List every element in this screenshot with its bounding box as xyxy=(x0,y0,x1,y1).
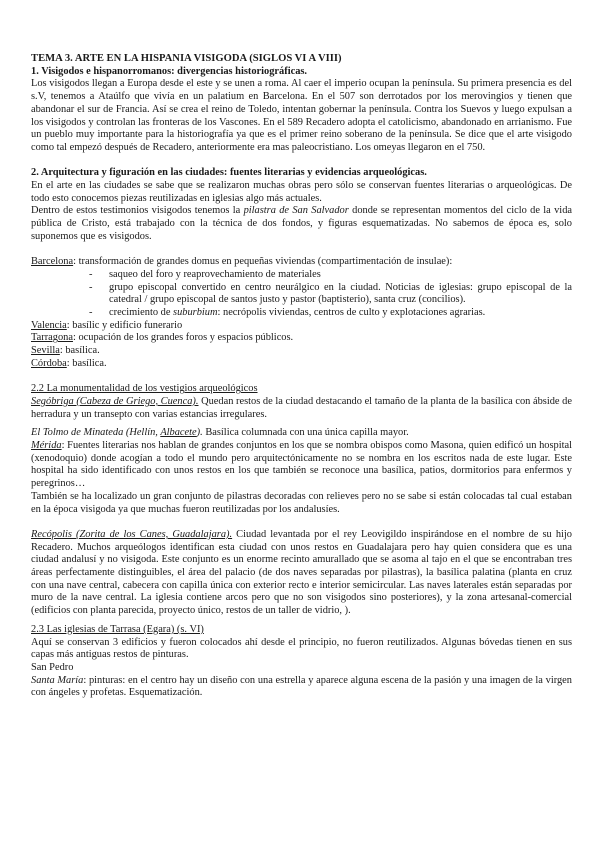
cordoba-entry: Córdoba: basílica. xyxy=(31,357,107,369)
barcelona-entry: Barcelona: transformación de grandes domus en pequeñas viviendas (compartimentación de insulae): xyxy=(31,256,453,268)
san-pedro-label: San Pedro xyxy=(31,661,74,673)
spacer xyxy=(31,516,572,529)
valencia-entry: Valencia: basílic y edificio funerario xyxy=(31,319,183,331)
section-2-paragraph-2: Dentro de estos testimonios visigodos tenemos la pilastra de San Salvador donde se representan momentos del ciclo de la vida pública de Cristo, está trabajado con la técnica de dos fondos, y figuras esquematizadas. No sabemos de época es, solo suponemos que es visigodos. xyxy=(31,205,572,242)
dash-marker: - xyxy=(89,268,93,280)
barcelona-list xyxy=(89,269,572,320)
list-item: - grupo episcopal convertido en centro neurálgico en la ciudad. Noticias de iglesias: grupo episcopal de la catedral / grupo episcopal de santos justo y pastor (baptisterio), santa cruz (concilios). xyxy=(89,281,572,306)
section-2-2-heading: 2.2 La monumentalidad de los vestigios arqueológicos xyxy=(31,383,258,395)
spacer xyxy=(31,244,572,257)
barcelona-label: Barcelona xyxy=(31,256,74,268)
pilastras-paragraph: También se ha localizado un gran conjunto de pilastras decoradas con relieves pero no se sabe si están colocadas tal cual estaban en la época visigoda ya que muchas fueron reutilizadas por los andalusíes. xyxy=(31,490,572,515)
spacer xyxy=(31,155,572,168)
section-2-3-paragraph: Aquí se conservan 3 edificios y fueron colocados ahí desde el principio, no fueron reutilizados. Algunas bóvedas tienen en sus capas más antiguas restos de pinturas. xyxy=(31,636,572,661)
list-item: - crecimiento de suburbium: necrópolis viviendas, centros de culto y explotaciones agrarias. xyxy=(89,307,486,319)
list-item: - saqueo del foro y reaprovechamiento de materiales xyxy=(89,268,321,280)
section-1-body: Los visigodos llegan a Europa desde el este y se unen a roma. Al caer el imperio ocupan la península. Su primera presencia es del s.V, tenemos a Ataúlfo que vivía en un palatium en Barcelona. En el 507 son derrotados por los merovingios y tienen que abandonar el sur de Francia. Así se crea el reino de Toledo, intentan gobernar la península. Contra los Suevos y luego expulsan a los visigodos y controlan las fronteras de los Vascones. En el 589 Recadero adopta el catolicismo, abandonado en arrianismo. Fue un pueblo muy importante para la historiografía ya que es el primer reino soberano de la península. Se dice que el arte visigodo como tal empezó después de Recadero, anteriormente era mas paleocristiano. Los omeyas llegaron en el 750. xyxy=(31,78,572,153)
merida-entry: Mérida: Fuentes literarias nos hablan de grandes conjuntos en los que se nombra obispos como Masona, quien edificó un hospital (xenodoquio) donde acogían a todo el mundo pero arquitectónicamente no se nombra en los escritos nada de este lugar. Este hospital ha sido identificado con unos restos en los que también se reconoce una basílica, patios, dormitorios para enfermos y peregrinos… xyxy=(31,440,572,490)
section-2-heading: 2. Arquitectura y figuración en las ciudades: fuentes literarias y evidencias arqueológicas. xyxy=(31,167,427,179)
tarragona-entry: Tarragona: ocupación de los grandes foros y espacios públicos. xyxy=(31,332,294,344)
section-1-heading: 1. Visigodos e hispanorromanos: divergencias historiográficas. xyxy=(31,65,308,77)
sevilla-entry: Sevilla: basílica. xyxy=(31,345,100,357)
document-title: TEMA 3. ARTE EN LA HISPANIA VISIGODA (SIGLOS VI A VIII) xyxy=(31,53,342,64)
pilastra-title: pilastra de San Salvador xyxy=(243,205,349,217)
spacer xyxy=(31,371,572,384)
section-2-paragraph-1: En el arte en las ciudades se sabe que se realizaron muchas obras pero sólo se conservan fuentes literarias o arqueológicas. De todo esto conocemos piezas reutilizadas en iglesias algo más actuales. xyxy=(31,180,572,204)
segobriga-entry: Segóbriga (Cabeza de Griego, Cuenca). Quedan restos de la ciudad destacando el tamaño de la planta de la basílica con ábside de herradura y un transepto con varias estancias irregulares. xyxy=(31,395,572,420)
section-2-3-heading: 2.3 Las iglesias de Tarrasa (Egara) (s. VI) xyxy=(31,623,204,635)
recopolis-entry: Recópolis (Zorita de los Canes, Guadalajara). Ciudad levantada por el rey Leovigildo inspirándose en el nombre de su hijo Recadero. Muchos arqueólogos identifican esta ciudad con unos restos en Guadalajara pero hay quien considera que es una ciudad andalusí y no visigoda. Este conjunto es un enorme recinto amurallado que se asoma al tajo en el que se encontraban tres áreas perfectamente distinguibles, el área del palacio (de dos naves separadas por pilastras), la basílica palatina (planta en cruz con una nave central, cabecera con capilla única con exterior recto e interior semicircular. Las naves laterales están separadas por muro de la nave central. La iglesia contiene arcos pero que no son visigodos sino posteriores), y la zona artesanal-comercial (edificios con planta parecida, proyecto único, restos de un taller de vidrio, ). xyxy=(31,528,572,617)
dash-marker: - xyxy=(89,307,93,319)
tolmo-entry: El Tolmo de Minateda (Hellín, Albacete). Basílica columnada con una única capilla mayor. xyxy=(31,427,409,439)
santa-maria-entry: Santa María: pinturas: en el centro hay un diseño con una estrella y aparece alguna escena de la pasión y una imagen de la virgen con ángeles y profetas. Esquematización. xyxy=(31,674,572,699)
document-page xyxy=(31,53,572,700)
dash-marker: - xyxy=(89,281,93,293)
